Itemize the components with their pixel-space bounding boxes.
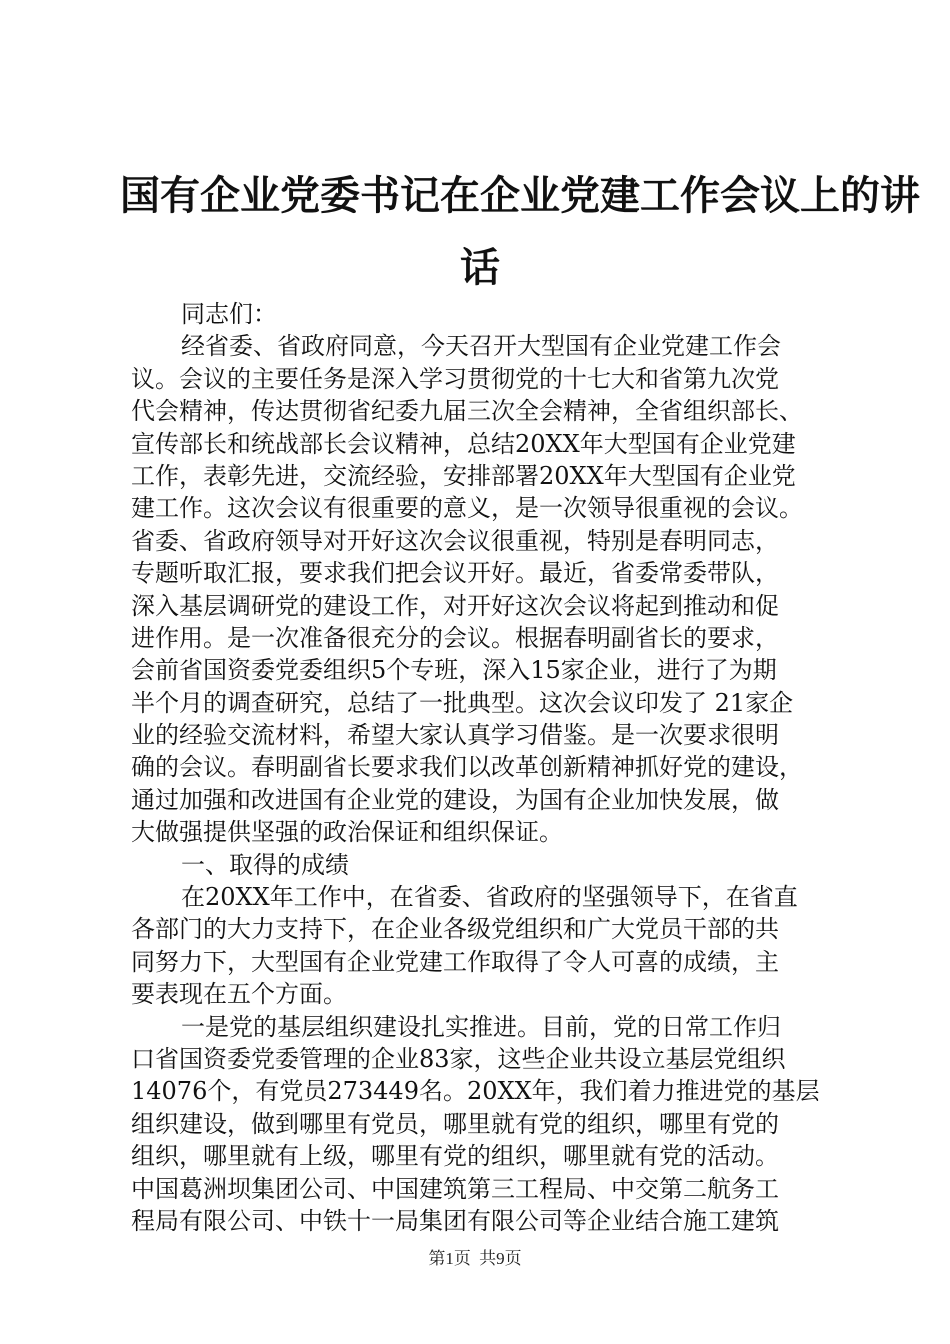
text-line: 中国葛洲坝集团公司、中国建筑第三工程局、中交第二航务工	[131, 1174, 779, 1203]
text-line: 业的经验交流材料，希望大家认真学习借鉴。是一次要求很明	[131, 721, 779, 750]
text-line: 半个月的调查研究，总结了一批典型。这次会议印发了 21家企	[131, 688, 794, 717]
text-line: 同努力下，大型国有企业党建工作取得了令人可喜的成绩，主	[131, 947, 779, 976]
text-line: 各部门的大力支持下，在企业各级党组织和广大党员干部的共	[131, 915, 779, 944]
page-number: 第1页	[428, 1249, 471, 1268]
title-line: 国有企业党委书记在企业党建工作会议上的讲	[120, 172, 920, 219]
text-line: 省委、省政府领导对开好这次会议很重视，特别是春明同志，	[131, 526, 779, 555]
text-line: 进作用。是一次准备很充分的会议。根据春明副省长的要求，	[131, 623, 779, 652]
text-line: 代会精神，传达贯彻省纪委九届三次全会精神，全省组织部长、	[131, 397, 803, 426]
text-line: 宣传部长和统战部长会议精神，总结20XX年大型国有企业党建	[131, 429, 796, 458]
text-line: 程局有限公司、中铁十一局集团有限公司等企业结合施工建筑	[131, 1206, 779, 1235]
text-line: 确的会议。春明副省长要求我们以改革创新精神抓好党的建设，	[131, 753, 803, 782]
paragraph-point-one	[131, 1011, 831, 1238]
text-line: 工作，表彰先进，交流经验，安排部署20XX年大型国有企业党	[131, 461, 796, 490]
document-body	[131, 298, 831, 1237]
page-total: 共9页	[479, 1249, 522, 1268]
text-line: 一、取得的成绩	[181, 850, 349, 879]
paragraph-intro	[131, 330, 831, 848]
paragraph-greeting	[131, 298, 831, 330]
text-line: 深入基层调研党的建设工作，对开好这次会议将起到推动和促	[131, 591, 779, 620]
section-heading	[131, 849, 831, 881]
text-line: 专题听取汇报，要求我们把会议开好。最近，省委常委带队，	[131, 559, 779, 588]
text-line: 议。会议的主要任务是深入学习贯彻党的十七大和省第九次党	[131, 364, 779, 393]
text-line: 经省委、省政府同意，今天召开大型国有企业党建工作会	[181, 332, 781, 361]
page-footer	[0, 1244, 950, 1269]
text-line: 口省国资委党委管理的企业83家，这些企业共设立基层党组织	[131, 1044, 786, 1073]
text-line: 在20XX年工作中，在省委、省政府的坚强领导下，在省直	[181, 883, 798, 912]
text-line: 组织建设，做到哪里有党员，哪里就有党的组织，哪里有党的	[131, 1109, 779, 1138]
text-line: 组织，哪里就有上级，哪里有党的组织，哪里就有党的活动。	[131, 1142, 779, 1171]
text-line: 一是党的基层组织建设扎实推进。目前，党的日常工作归	[181, 1012, 781, 1041]
text-line: 同志们：	[181, 300, 277, 328]
text-line: 要表现在五个方面。	[131, 980, 347, 1009]
text-line: 建工作。这次会议有很重要的意义，是一次领导很重视的会议。	[131, 494, 803, 523]
text-line: 通过加强和改进国有企业党的建设，为国有企业加快发展，做	[131, 785, 779, 814]
text-line: 大做强提供坚强的政治保证和组织保证。	[131, 818, 563, 847]
paragraph-achievements	[131, 881, 831, 1011]
text-line: 14076个，有党员273449名。20XX年，我们着力推进党的基层	[131, 1077, 820, 1106]
title-line: 话	[460, 244, 500, 291]
text-line: 会前省国资委党委组织5个专班，深入15家企业，进行了为期	[131, 656, 777, 685]
document-title	[120, 160, 920, 304]
